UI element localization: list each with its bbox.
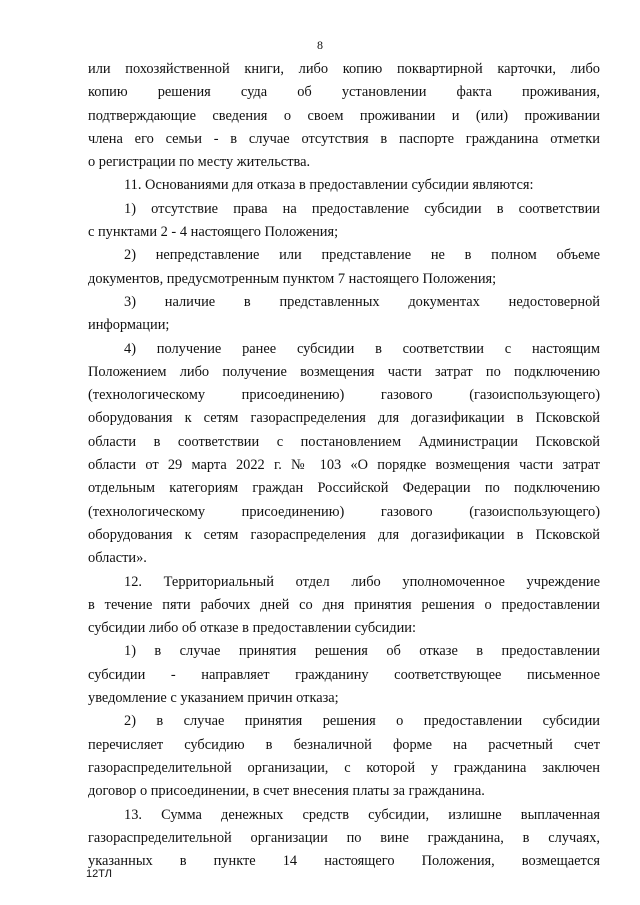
page-number: 8 — [317, 38, 323, 52]
list-item-line: 1) в случае принятия решения об отказе в предоставлении — [124, 643, 600, 660]
list-item-line: оборудования к сетям газораспределения для догазификации в Псковской — [88, 410, 600, 427]
list-item-line: газораспределительной организации, с которой у гражданина заключен — [88, 759, 600, 776]
list-item-line: перечисляет субсидию в безналичной форме на расчетный счет — [88, 736, 600, 753]
paragraph-13-line: газораспределительной организации по вине гражданина, в случаях, — [88, 829, 600, 846]
list-item-line: области в соответствии с постановлением Администрации Псковской — [88, 433, 600, 450]
text-line: члена его семьи - в случае отсутствия в паспорте гражданина отметки — [88, 130, 600, 147]
document-body — [88, 58, 600, 873]
list-item-line: Положением либо получение возмещения части затрат по подключению — [88, 363, 600, 380]
list-item-line: документов, предусмотренным пунктом 7 настоящего Положения; — [88, 270, 497, 287]
list-item-line: 3) наличие в представленных документах недостоверной — [124, 293, 600, 310]
list-item-line: 2) непредставление или представление не в полном объеме — [124, 247, 600, 264]
text-line: или похозяйственной книги, либо копию поквартирной карточки, либо — [88, 61, 600, 77]
list-item-line: области». — [88, 550, 147, 567]
list-item-line: 4) получение ранее субсидии в соответствии с настоящим — [124, 340, 600, 357]
list-item-line: уведомление с указанием причин отказа; — [88, 690, 339, 707]
list-item-line: 1) отсутствие права на предоставление субсидии в соответствии — [124, 200, 600, 217]
paragraph-12-line: 12. Территориальный отдел либо уполномоченное учреждение — [124, 573, 600, 590]
list-item-line: 2) в случае принятия решения о предоставлении субсидии — [124, 713, 600, 730]
text-line: о регистрации по месту жительства. — [88, 154, 311, 171]
list-item-line: (технологическому присоединению) газового (газоиспользующего) — [88, 503, 600, 520]
paragraph-13-line: указанных в пункте 14 настоящего Положения, возмещается — [88, 853, 600, 870]
paragraph-12-line: субсидии либо об отказе в предоставлении субсидии: — [88, 620, 416, 637]
list-item-line: (технологическому присоединению) газового (газоиспользующего) — [88, 387, 600, 404]
footer-code: 12ТЛ — [86, 868, 112, 880]
list-item-line: с пунктами 2 - 4 настоящего Положения; — [88, 224, 339, 241]
text-line: подтверждающие сведения о своем проживании и (или) проживании — [88, 107, 600, 124]
text-line: копию решения суда об установлении факта проживания, — [88, 84, 600, 101]
list-item-line: отдельным категориям граждан Российской Федерации по подключению — [88, 480, 600, 497]
list-item-line: субсидии - направляет гражданину соответствующее письменное — [88, 666, 600, 683]
list-item-line: оборудования к сетям газораспределения для догазификации в Псковской — [88, 526, 600, 543]
list-item-line: договор о присоединении, в счет внесения платы за гражданина. — [88, 783, 485, 800]
list-item-line: области от 29 марта 2022 г. № 103 «О порядке возмещения части затрат — [88, 457, 600, 474]
paragraph-11-heading: 11. Основаниями для отказа в предоставлении субсидии являются: — [124, 177, 534, 194]
list-item-line: информации; — [88, 317, 170, 334]
paragraph-13-line: 13. Сумма денежных средств субсидии, излишне выплаченная — [124, 806, 600, 823]
paragraph-12-line: в течение пяти рабочих дней со дня принятия решения о предоставлении — [88, 596, 600, 613]
